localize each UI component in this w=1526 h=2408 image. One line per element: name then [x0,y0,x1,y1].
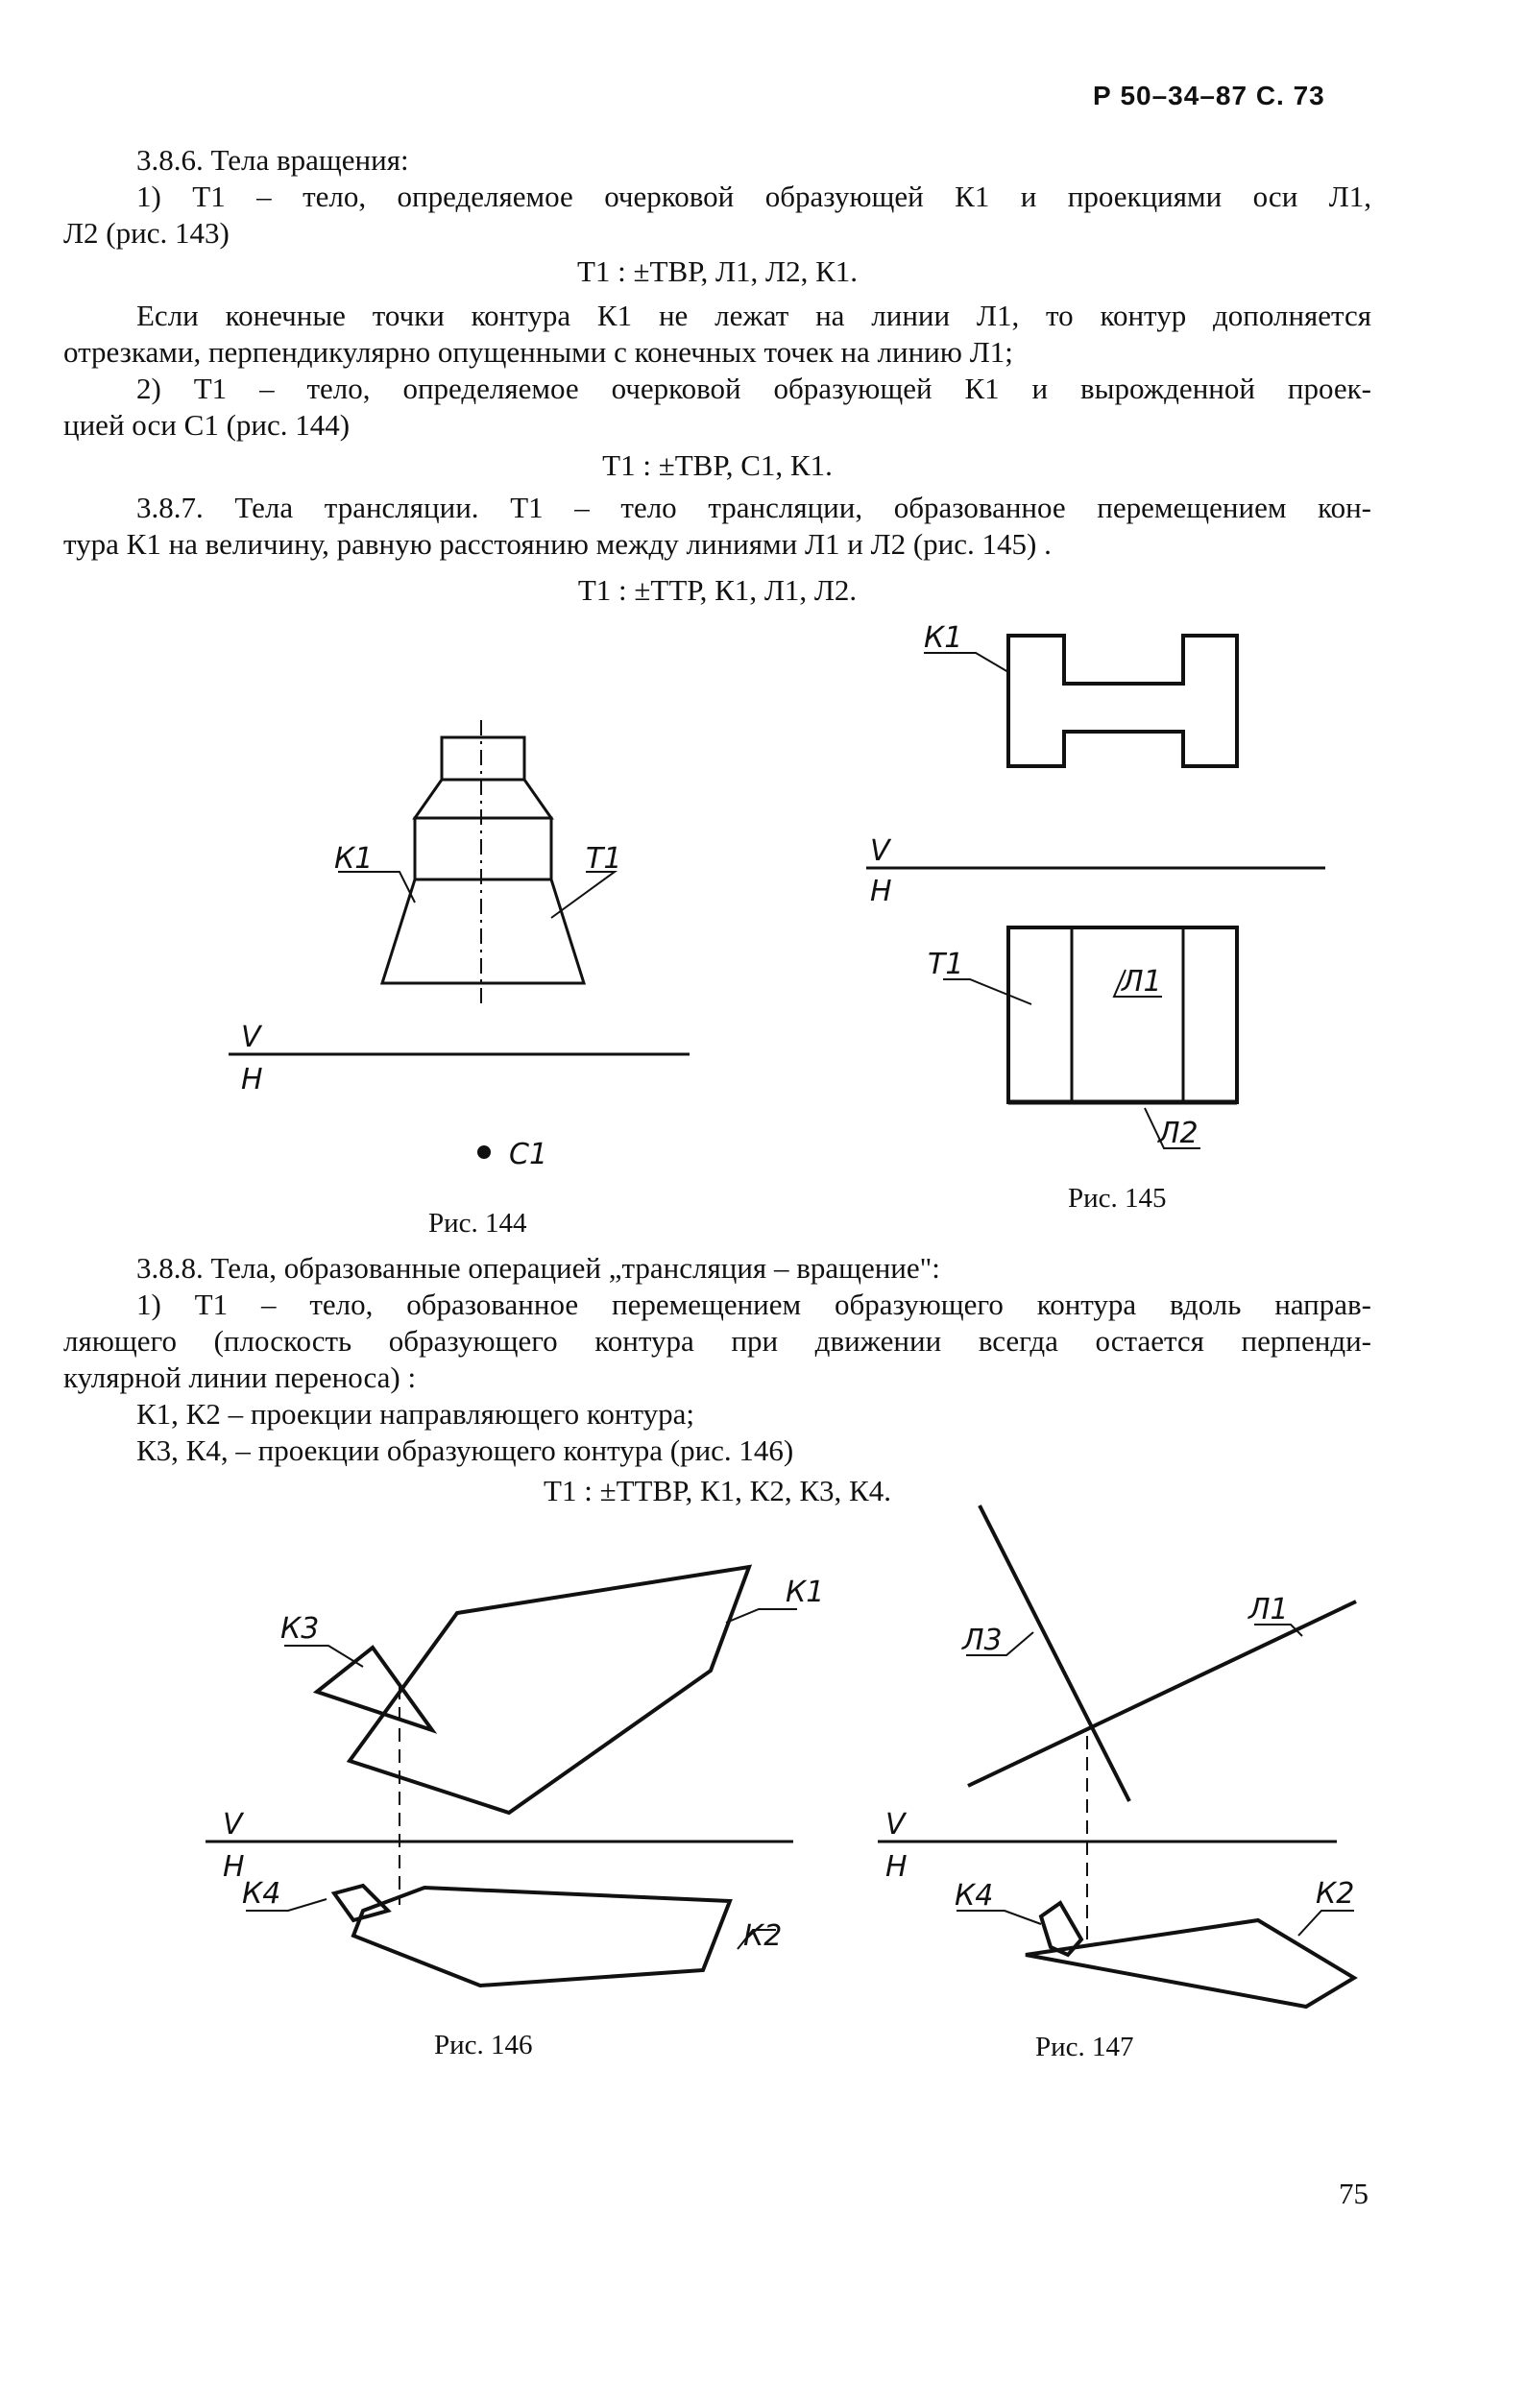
section-387-line1: 3.8.7. Тела трансляции. Т1 – тело трансляции, образованное перемещением кон- [136,491,1371,524]
k2-guide-projection-147 [1026,1920,1354,2007]
leader-k4-147 [957,1911,1041,1924]
label-l2-145: Л2 [1158,1117,1199,1150]
k4-profile-projection-147 [1041,1903,1081,1955]
label-l1-145: Л1 [1122,965,1162,999]
leader-k2-147 [1298,1911,1354,1936]
label-k1: К1 [334,842,374,876]
label-v-147: V [885,1808,906,1842]
section-386-item2-line2: цией оси С1 (рис. 144) [63,408,351,442]
section-388-line4: К1, К2 – проекции направляющего контура; [136,1397,694,1431]
formula-tvr-c1: Т1 : ±ТВР, С1, К1. [602,448,833,482]
label-k3: К3 [280,1612,320,1646]
section-388-heading: 3.8.8. Тела, образованные операцией „трансляция – вращение": [136,1251,940,1285]
section-388-line3: кулярной линии переноса) : [63,1361,417,1394]
formula-ttr: Т1 : ±ТТР, К1, Л1, Л2. [577,573,858,607]
label-h: H [241,1063,263,1096]
label-k4-147: К4 [955,1879,994,1913]
section-388-line1: 1) Т1 – тело, образованное перемещением образующего контура вдоль направ- [136,1288,1371,1321]
label-c1: С1 [509,1138,548,1171]
label-v-146: V [223,1808,243,1842]
section-387-line2: тура К1 на величину, равную расстоянию между линиями Л1 и Л2 (рис. 145) . [63,527,1052,561]
section-386-item1-line1: 1) Т1 – тело, определяемое очерковой образующей К1 и проекциями оси Л1, [136,180,1371,213]
label-k2: К2 [743,1919,783,1953]
section-386-note-line1: Если конечные точки контура К1 не лежат на линии Л1, то контур дополняется [136,299,1371,332]
label-k1-146: К1 [786,1576,825,1609]
label-t1-145: Т1 [928,948,964,981]
label-h-146: H [223,1850,245,1884]
figure-145-caption: Рис. 145 [1068,1183,1167,1214]
document-reference: Р 50–34–87 С. 73 [1093,81,1325,110]
section-386-item1-line2: Л2 (рис. 143) [63,216,230,250]
figure-144-caption: Рис. 144 [428,1208,527,1239]
label-k4: К4 [242,1877,281,1911]
page-number: 75 [1339,2177,1369,2210]
label-h-145: H [870,875,892,908]
label-k1-145: К1 [924,621,963,655]
section-386-item2-line1: 2) Т1 – тело, определяемое очерковой образующей К1 и вырожденной проек- [136,372,1371,405]
section-388-line5: К3, К4, – проекции образующего контура (рис. 146) [136,1433,794,1467]
figure-146-caption: Рис. 146 [434,2030,533,2060]
label-t1: Т1 [586,842,622,876]
label-l1-147: Л1 [1248,1593,1289,1626]
label-k2-147: К2 [1316,1877,1355,1911]
section-388-line2: ляющего (плоскость образующего контура при движении всегда остается перпенди- [63,1324,1371,1358]
formula-ttvr: Т1 : ±ТТВР, К1, К2, К3, К4. [544,1474,891,1507]
label-l3: Л3 [962,1624,1003,1657]
figure-147-caption: Рис. 147 [1035,2032,1134,2062]
formula-tvr-l1-l2: Т1 : ±ТВР, Л1, Л2, К1. [576,254,859,288]
label-v-145: V [870,834,890,868]
line-l1-147 [968,1601,1356,1786]
label-v: V [241,1021,261,1054]
section-386-note-line2: отрезками, перпендикулярно опущенными с конечных точек на линию Л1; [63,335,1013,369]
label-h-147: H [885,1850,908,1884]
section-386-heading: 3.8.6. Тела вращения: [136,143,409,177]
